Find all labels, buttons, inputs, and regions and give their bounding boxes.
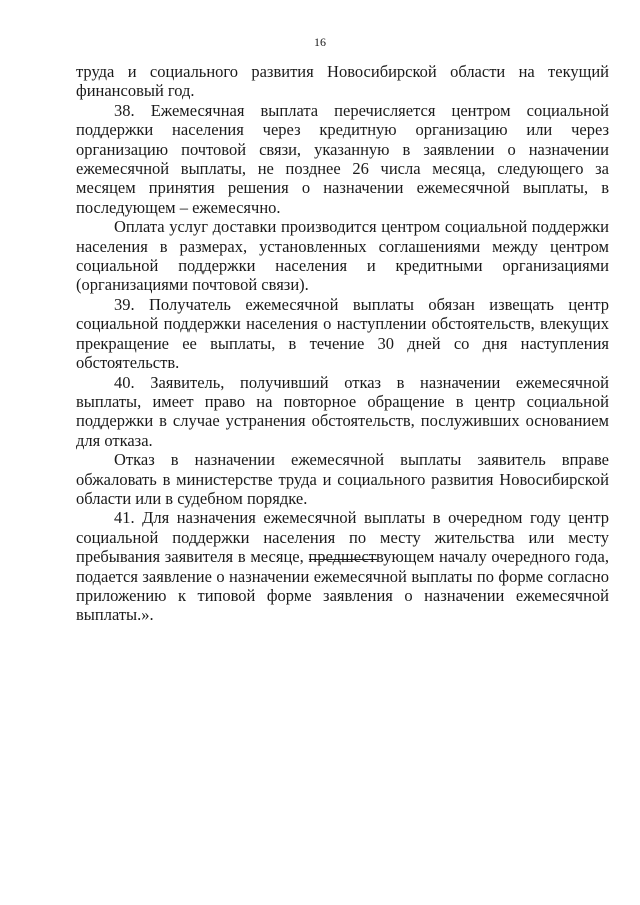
paragraph-continuation: труда и социального развития Новосибирской области на текущий финансовый год. (76, 62, 609, 101)
paragraph-item-41: 41. Для назначения ежемесячной выплаты в очередном году центр социальной поддержки населения по месту жительства или месту пребывания заявителя в месяце, предшествующем началу очередного года, подается заявление о назначении ежемесячной выплаты по форме согласно приложению к типовой форме заявления о назначении ежемесячной выплаты.». (76, 508, 609, 625)
document-body (76, 62, 609, 625)
paragraph-item-39: 39. Получатель ежемесячной выплаты обязан извещать центр социальной поддержки населения о наступлении обстоятельств, влекущих прекращение ее выплаты, в течение 30 дней со дня наступления обстоятельств. (76, 294, 609, 373)
paragraph-item-40: 40. Заявитель, получивший отказ в назначении ежемесячной выплаты, имеет право на повторное обращение в центр социальной поддержки в случае устранения обстоятельств, послуживших основанием для отказа. (76, 372, 609, 450)
paragraph-delivery-payment: Оплата услуг доставки производится центром социальной поддержки населения в размерах, установленных соглашениями между центром социальной поддержки населения и кредитными организациями (организациями почтовой связи). (76, 217, 609, 295)
paragraph-appeal: Отказ в назначении ежемесячной выплаты заявитель вправе обжаловать в министерстве труда и социального развития Новосибирской области или в судебном порядке. (76, 450, 609, 508)
paragraph-item-38: 38. Ежемесячная выплата перечисляется центром социальной поддержки населения через кредитную организацию или через организацию почтовой связи, указанную в заявлении о назначении ежемесячной выплаты, не позднее 26 числа месяца, следующего за месяцем принятия решения о назначении ежемесячной выплаты, в последующем – ежемесячно. (76, 100, 609, 217)
page-number: 16 (314, 35, 326, 49)
closing-rule-divider (309, 559, 377, 560)
